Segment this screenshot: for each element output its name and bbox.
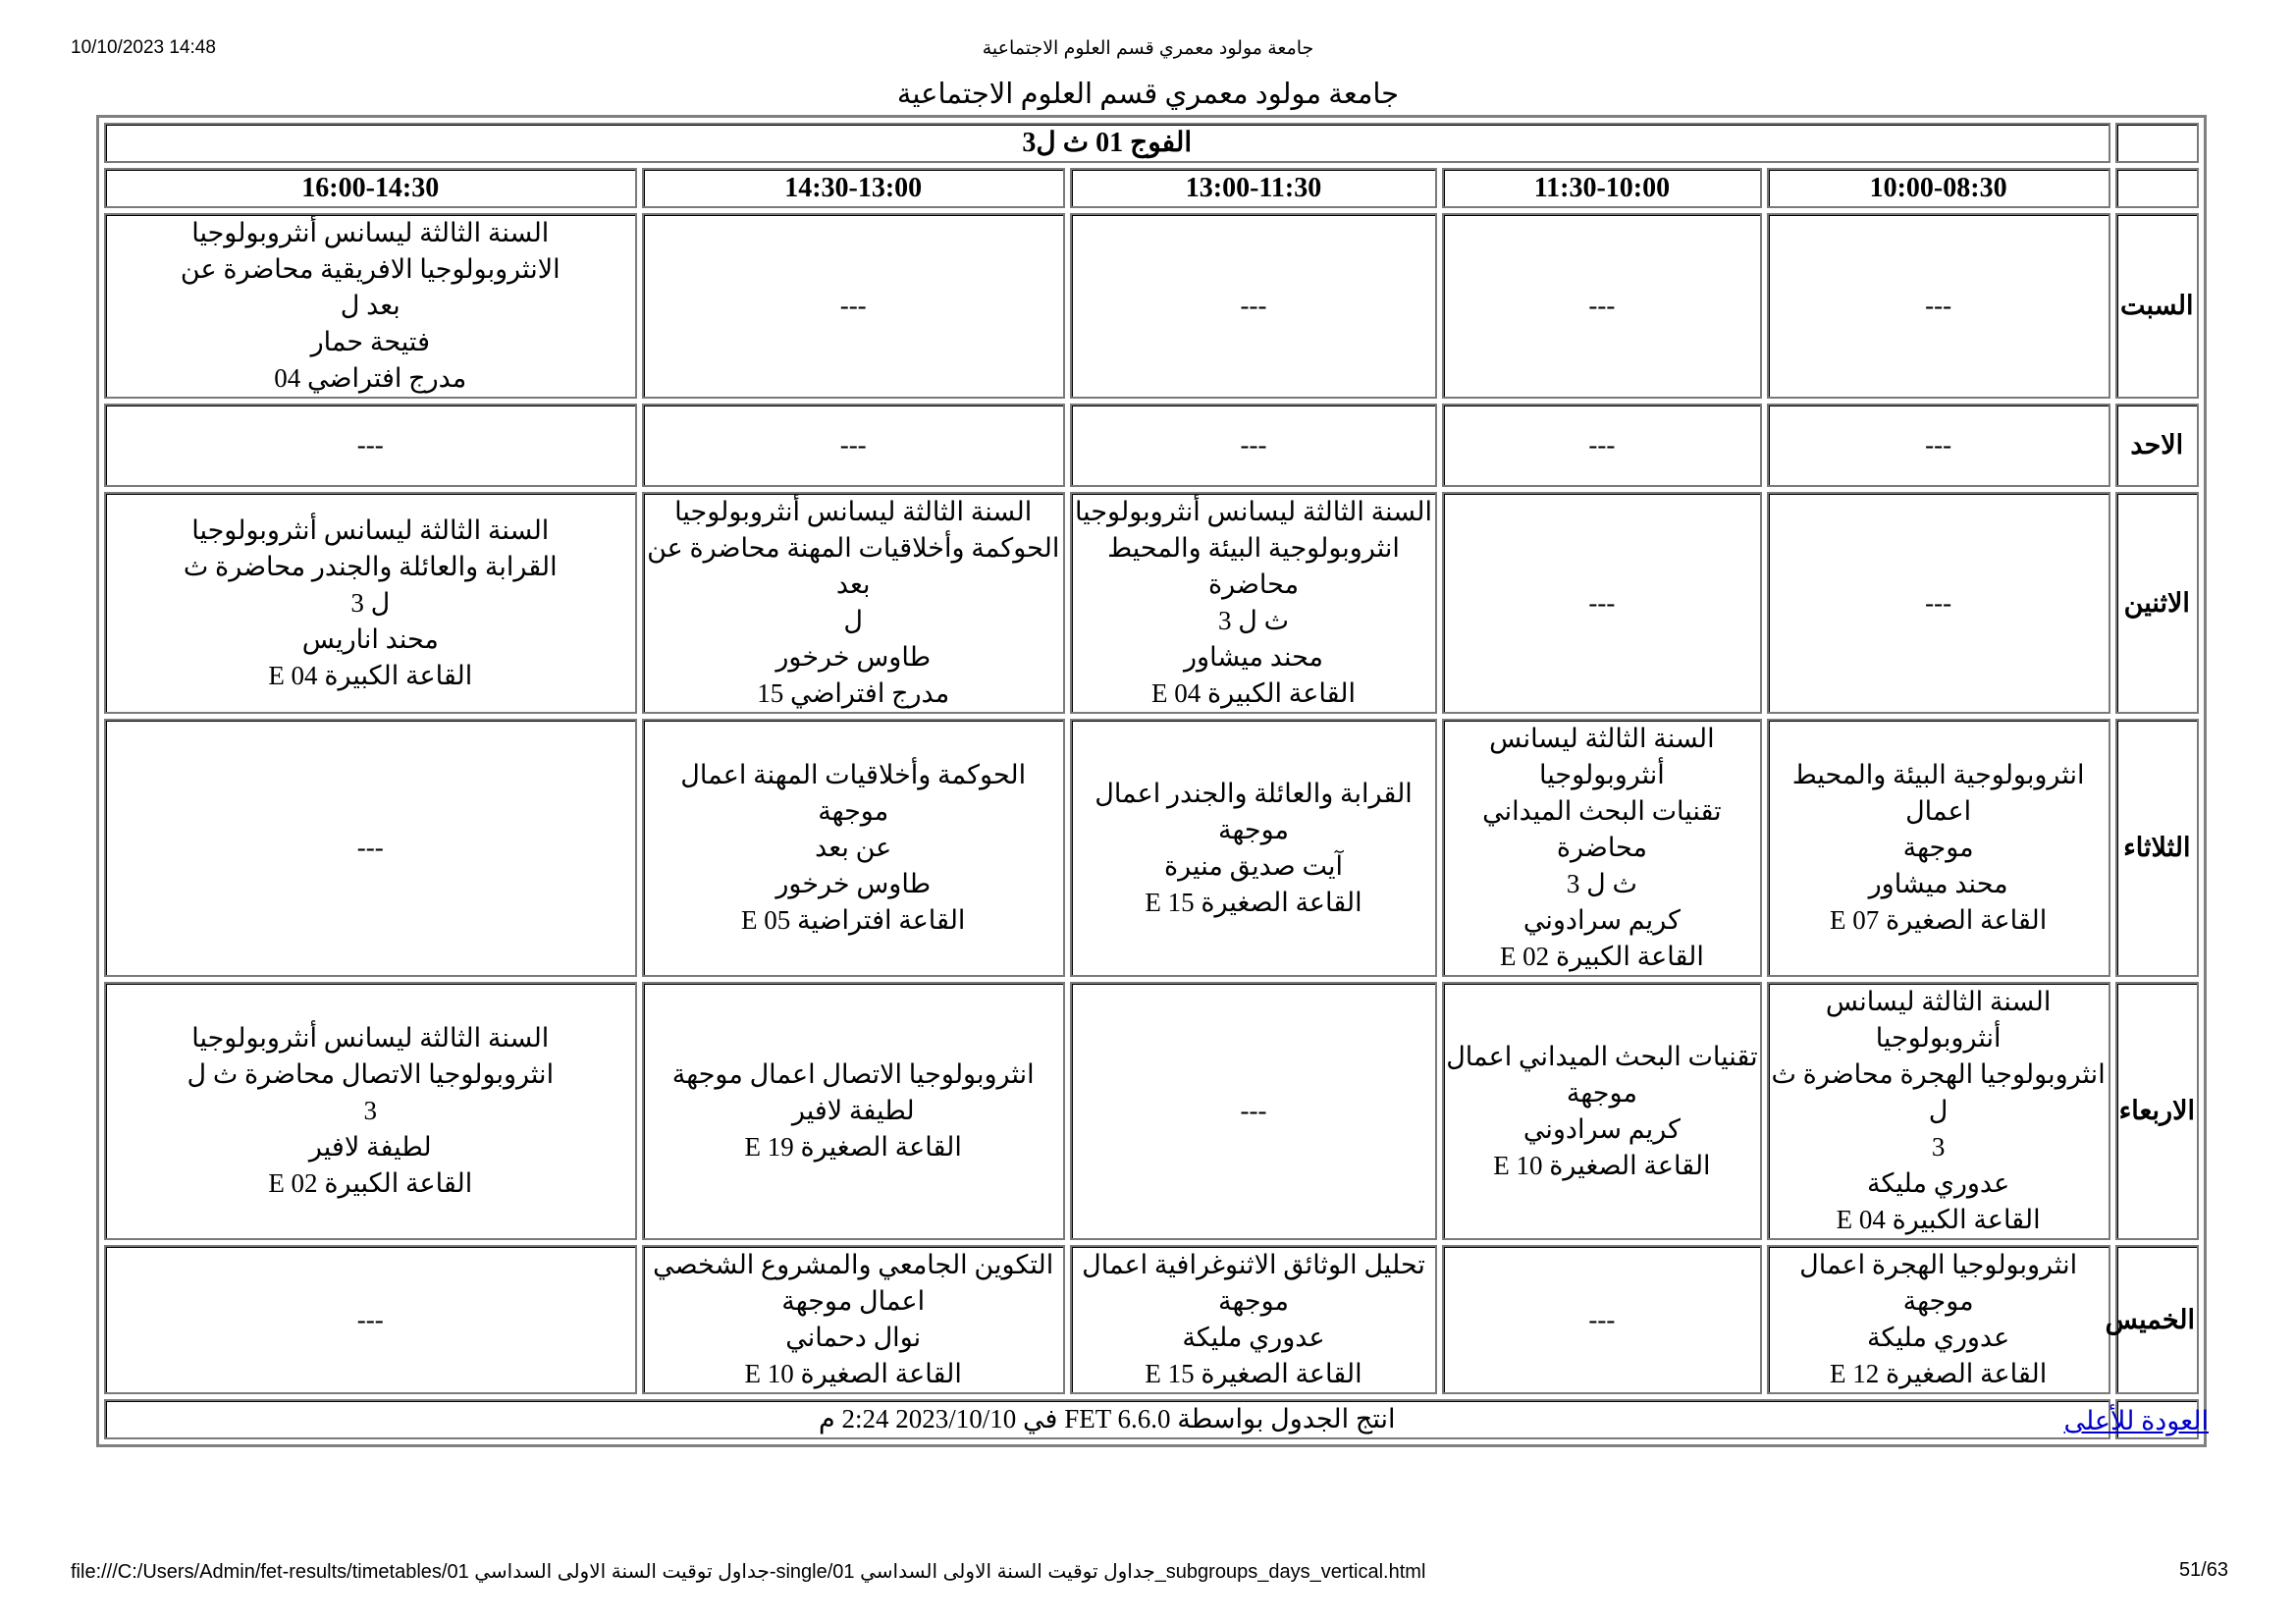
schedule-cell-line: السنة الثالثة ليسانس أنثروبولوجيا (191, 218, 550, 247)
schedule-cell-line: مدرج افتراضي 15 (757, 678, 950, 708)
schedule-cell-line: عن بعد (815, 833, 892, 862)
schedule-cell-line: --- (839, 291, 867, 320)
schedule-cell (104, 404, 637, 487)
schedule-cell-line: القرابة والعائلة والجندر اعمال موجهة (1095, 778, 1413, 844)
schedule-cell-line: القاعة الصغيرة E 10 (744, 1359, 962, 1388)
schedule-cell-line: السنة الثالثة ليسانس أنثروبولوجيا (1074, 497, 1433, 526)
schedule-cell-line: السنة الثالثة ليسانس أنثروبولوجيا (674, 497, 1033, 526)
day-row (104, 1245, 2199, 1394)
schedule-cell-line: ل (843, 606, 864, 635)
day-row (104, 719, 2199, 977)
schedule-cell-line: تقنيات البحث الميداني اعمال (1446, 1041, 1758, 1071)
time-slot-header: 14:30-13:00 (642, 168, 1065, 208)
schedule-cell-line: القاعة الصغيرة E 15 (1145, 1359, 1362, 1388)
day-label: السبت (2115, 213, 2199, 399)
schedule-cell-line: القاعة افتراضية E 05 (740, 905, 966, 935)
schedule-cell (1442, 404, 1762, 487)
schedule-cell-line: القاعة الصغيرة E 15 (1145, 887, 1362, 917)
time-slot-header: 16:00-14:30 (104, 168, 637, 208)
schedule-cell (104, 213, 637, 399)
schedule-cell (1442, 719, 1762, 977)
schedule-cell (1070, 213, 1437, 399)
schedule-cell-line: بعد ل (340, 291, 400, 320)
schedule-cell-line: القاعة الصغيرة E 19 (744, 1132, 962, 1162)
schedule-cell-line: عدوري مليكة (1182, 1323, 1325, 1352)
day-row (104, 492, 2199, 714)
schedule-cell-line: --- (356, 1304, 384, 1334)
print-page-number: 51/63 (2178, 1559, 2228, 1581)
day-label: الخميس (2115, 1245, 2199, 1394)
schedule-cell-line: كريم سرادوني (1522, 1113, 1681, 1144)
schedule-cell (1070, 719, 1437, 977)
schedule-cell-line: --- (1588, 587, 1616, 618)
time-header-row (104, 168, 2199, 208)
schedule-cell (1070, 982, 1437, 1240)
schedule-cell-line: تقنيات البحث الميداني محاضرة (1482, 796, 1722, 862)
schedule-cell-line: --- (1925, 430, 1952, 460)
schedule-cell (1767, 1245, 2110, 1394)
schedule-cell (1070, 404, 1437, 487)
schedule-cell-line: القاعة الكبيرة E 04 (1151, 678, 1356, 708)
schedule-cell-line: السنة الثالثة ليسانس أنثروبولوجيا (191, 514, 550, 545)
schedule-cell (1767, 213, 2110, 399)
schedule-cell (642, 213, 1065, 399)
schedule-cell-line: --- (1588, 430, 1616, 460)
schedule-cell (642, 404, 1065, 487)
generator-note-row (104, 1399, 2199, 1439)
schedule-cell-line: --- (1240, 291, 1267, 320)
schedule-cell-line: --- (1588, 1304, 1616, 1334)
document-title: جامعة مولود معمري قسم العلوم الاجتماعية (896, 79, 1400, 110)
schedule-cell-line: طاوس خرخور (775, 869, 932, 898)
schedule-cell (642, 492, 1065, 714)
schedule-cell (1442, 492, 1762, 714)
day-row (104, 982, 2199, 1240)
schedule-cell-line: القاعة الكبيرة E 02 (1499, 942, 1704, 971)
corner-cell (2115, 168, 2199, 208)
schedule-cell-line: القرابة والعائلة والجندر محاضرة ث (183, 551, 558, 581)
schedule-cell (642, 982, 1065, 1240)
schedule-cell-line: تحليل الوثائق الاثنوغرافية اعمال (1082, 1250, 1425, 1279)
schedule-cell (104, 492, 637, 714)
time-slot-header: 11:30-10:00 (1442, 168, 1762, 208)
schedule-cell-line: --- (1240, 1096, 1267, 1125)
schedule-cell (1070, 1245, 1437, 1394)
schedule-cell-line: الحوكمة وأخلاقيات المهنة اعمال موجهة (680, 760, 1027, 826)
schedule-cell-line: فتيحة حمار (310, 327, 430, 356)
group-title-row (104, 123, 2199, 163)
schedule-cell-line: --- (1588, 291, 1616, 320)
group-title: الفوج 01 ث ل3 (104, 123, 2110, 163)
time-slot-header: 13:00-11:30 (1070, 168, 1437, 208)
schedule-cell-line: 3 (363, 1096, 378, 1125)
schedule-cell (104, 982, 637, 1240)
schedule-cell-line: السنة الثالثة ليسانس أنثروبولوجيا (191, 1023, 550, 1053)
schedule-cell-line: --- (839, 430, 867, 460)
schedule-cell-line: لطيفة لافير (791, 1096, 915, 1125)
schedule-cell-line: محند ميشاور (1868, 869, 2008, 898)
day-label: الاحد (2115, 404, 2199, 487)
schedule-cell-line: كريم سرادوني (1522, 905, 1681, 935)
schedule-cell-line: --- (356, 430, 384, 460)
schedule-cell-line: انثروبولوجيا الهجرة محاضرة ث ل (1771, 1059, 2106, 1125)
schedule-cell-line: ل 3 (350, 587, 391, 618)
schedule-cell-line: انثروبولوجيا الاتصال اعمال موجهة (671, 1059, 1035, 1089)
schedule-cell-line: لطيفة لافير (308, 1132, 432, 1162)
schedule-cell (1442, 982, 1762, 1240)
corner-cell (2115, 123, 2199, 163)
schedule-cell-line: عدوري مليكة (1867, 1323, 2010, 1352)
timetable (96, 115, 2207, 1447)
schedule-cell-line: آيت صديق منيرة (1164, 850, 1343, 881)
schedule-cell-line: الحوكمة وأخلاقيات المهنة محاضرة عن بعد (647, 533, 1060, 599)
schedule-cell-line: --- (1925, 291, 1952, 320)
schedule-cell (642, 1245, 1065, 1394)
schedule-cell-line: ث ل 3 (1566, 869, 1637, 898)
schedule-cell-line: القاعة الكبيرة E 04 (268, 660, 473, 690)
schedule-cell-line: القاعة الصغيرة E 12 (1829, 1359, 2048, 1388)
schedule-cell-line: القاعة الكبيرة E 02 (268, 1168, 473, 1198)
schedule-cell (642, 719, 1065, 977)
schedule-cell-line: موجهة (1902, 833, 1974, 862)
schedule-cell-line: اعمال موجهة (781, 1286, 926, 1316)
generator-note: انتج الجدول بواسطة FET 6.6.0 في 2023/10/10 2:24 م (104, 1399, 2110, 1439)
schedule-cell (1767, 719, 2110, 977)
day-label: الثلاثاء (2115, 719, 2199, 977)
schedule-cell (104, 1245, 637, 1394)
schedule-cell (1767, 492, 2110, 714)
schedule-cell-line: عدوري مليكة (1867, 1168, 2010, 1198)
schedule-cell-line: --- (1240, 430, 1267, 460)
schedule-cell (1070, 492, 1437, 714)
schedule-cell-line: مدرج افتراضي 04 (274, 363, 467, 393)
schedule-cell-line: محند اناريس (301, 623, 439, 654)
schedule-cell (1442, 213, 1762, 399)
schedule-cell-line: انثروبولوجيا الاتصال محاضرة ث ل (187, 1059, 555, 1089)
schedule-cell (104, 719, 637, 977)
schedule-cell-line: 3 (1931, 1132, 1946, 1162)
back-to-top-link[interactable]: العودة للأعلى (2063, 1406, 2209, 1435)
schedule-cell-line: ث ل 3 (1217, 606, 1290, 635)
print-datetime: 10/10/2023 14:48 (71, 37, 216, 58)
schedule-cell-line: موجهة (1566, 1077, 1637, 1108)
schedule-cell-line: نوال دحماني (785, 1323, 922, 1352)
schedule-cell-line: --- (356, 833, 384, 862)
schedule-cell-line: القاعة الكبيرة E 04 (1836, 1205, 2041, 1234)
schedule-cell-line: محند ميشاور (1184, 642, 1323, 672)
schedule-cell-line: طاوس خرخور (775, 642, 932, 672)
schedule-cell-line: موجهة (1217, 1286, 1290, 1316)
day-label: الاثنين (2115, 492, 2199, 714)
time-slot-header: 10:00-08:30 (1767, 168, 2110, 208)
schedule-cell-line: الانثروبولوجيا الافريقية محاضرة عن (180, 254, 561, 284)
schedule-cell-line: القاعة الصغيرة E 07 (1829, 905, 2048, 935)
day-label: الاربعاء (2115, 982, 2199, 1240)
schedule-cell-line: السنة الثالثة ليسانس أنثروبولوجيا (1489, 724, 1715, 789)
schedule-cell (1442, 1245, 1762, 1394)
day-row (104, 213, 2199, 399)
schedule-cell-line: السنة الثالثة ليسانس أنثروبولوجيا (1825, 987, 2052, 1053)
schedule-cell-line: التكوين الجامعي والمشروع الشخصي (653, 1250, 1054, 1279)
schedule-cell (1767, 404, 2110, 487)
schedule-cell-line: --- (1925, 587, 1952, 618)
schedule-cell-line: انثروبولوجية البيئة والمحيط اعمال (1791, 760, 2085, 826)
print-header-title: جامعة مولود معمري قسم العلوم الاجتماعية (982, 38, 1314, 59)
day-row (104, 404, 2199, 487)
schedule-cell (1767, 982, 2110, 1240)
schedule-cell-line: انثروبولوجيا الهجرة اعمال موجهة (1799, 1250, 2078, 1316)
schedule-cell-line: القاعة الصغيرة E 10 (1493, 1150, 1711, 1180)
schedule-cell-line: انثروبولوجية البيئة والمحيط محاضرة (1107, 533, 1400, 599)
print-file-path: file:///C:/Users/Admin/fet-results/timetables/01 جداول توقيت السنة الاولى السداسي-single/01 جداول توقيت السنة الاولى السداسي_subgroups_days_vertical.html (71, 1561, 1426, 1583)
